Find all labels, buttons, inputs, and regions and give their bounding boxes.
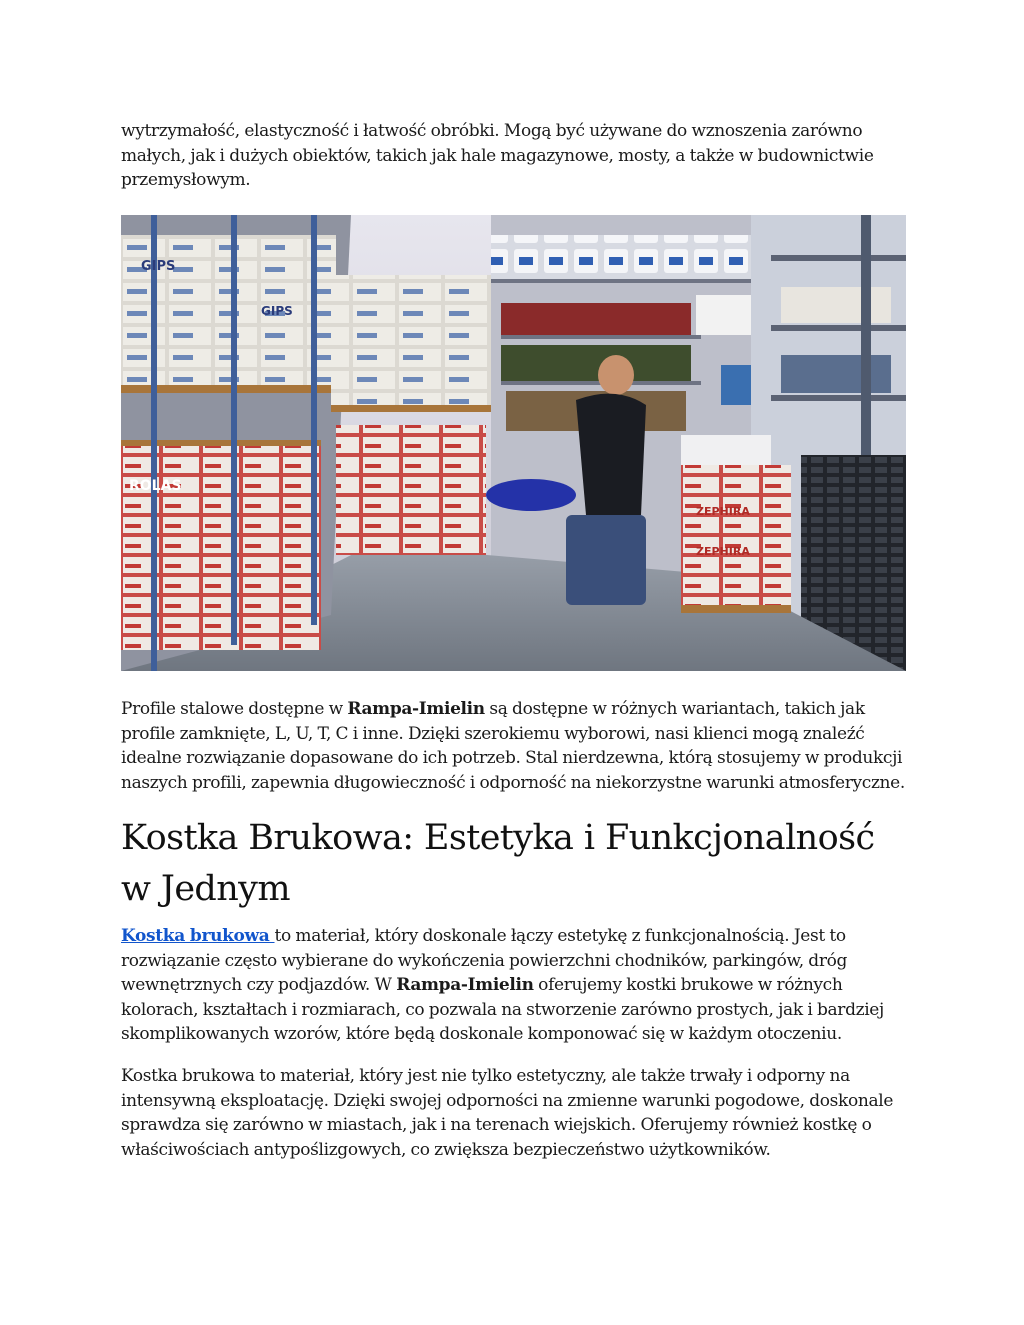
bag-label-gips-1: GIPS xyxy=(141,259,176,274)
paragraph-profiles xyxy=(121,697,907,795)
paragraph-kostka-part1: to materiał, który doskonale łączy estetykę z funkcjonalnością. Jest to rozwiązanie często wybierane do wykończenia powierzchni chodników, parkingów, dróg wewnętrznych czy podjazdów. W xyxy=(121,926,848,995)
brand-name: Rampa-Imielin xyxy=(396,975,534,995)
brand-name: Rampa-Imielin xyxy=(347,699,485,719)
bag-label-rolas: ROLAS xyxy=(129,478,182,494)
paragraph-durability: Kostka brukowa to materiał, który jest nie tylko estetyczny, ale także trwały i odporny na intensywną eksploatację. Dzięki swojej odporności na zmienne warunki pogodowe, doskonale sprawdza się zarówno w miastach, jak i na terenach wiejskich. Oferujemy również kostkę o właściwościach antypoślizgowych, co zwiększa bezpieczeństwo użytkowników. xyxy=(121,1066,894,1160)
kostka-brukowa-link[interactable]: Kostka brukowa xyxy=(121,926,275,946)
bag-label-gips-2: GIPS xyxy=(261,304,293,318)
paragraph-kostka-part2: oferujemy kostki brukowe w różnych kolorach, kształtach i rozmiarach, co pozwala na stworzenie zarówno prostych, jak i bardziej skomplikowanych wzorów, które będą doskonale komponować się w każdym otoczeniu. xyxy=(121,975,884,1044)
paragraph-kostka xyxy=(121,924,907,1047)
bag-label-zephira-1: ZEPHIRA xyxy=(696,505,750,518)
paragraph-intro: wytrzymałość, elastyczność i łatwość obróbki. Mogą być używane do wznoszenia zarówno małych, jak i dużych obiektów, takich jak hale magazynowe, mosty, a także w budownictwie przemysłowym. xyxy=(121,121,874,190)
paragraph-profiles-after: są dostępne w różnych wariantach, takich jak profile zamknięte, L, U, T, C i inne. Dzięki szerokiemu wyborowi, nasi klienci mogą znaleźć idealne rozwiązanie dopasowane do ich potrzeb. Stal nierdzewna, którą stosujemy w produkcji naszych profili, zapewnia długowieczność i odporność na niekorzystne warunki atmosferyczne. xyxy=(121,699,905,793)
section-heading: Kostka Brukowa: Estetyka i Funkcjonalność w Jednym xyxy=(121,818,875,909)
store-aisle-photo xyxy=(121,215,906,671)
paragraph-profiles-before: Profile stalowe dostępne w xyxy=(121,699,348,719)
bag-label-zephira-2: ZEPHIRA xyxy=(696,545,750,558)
